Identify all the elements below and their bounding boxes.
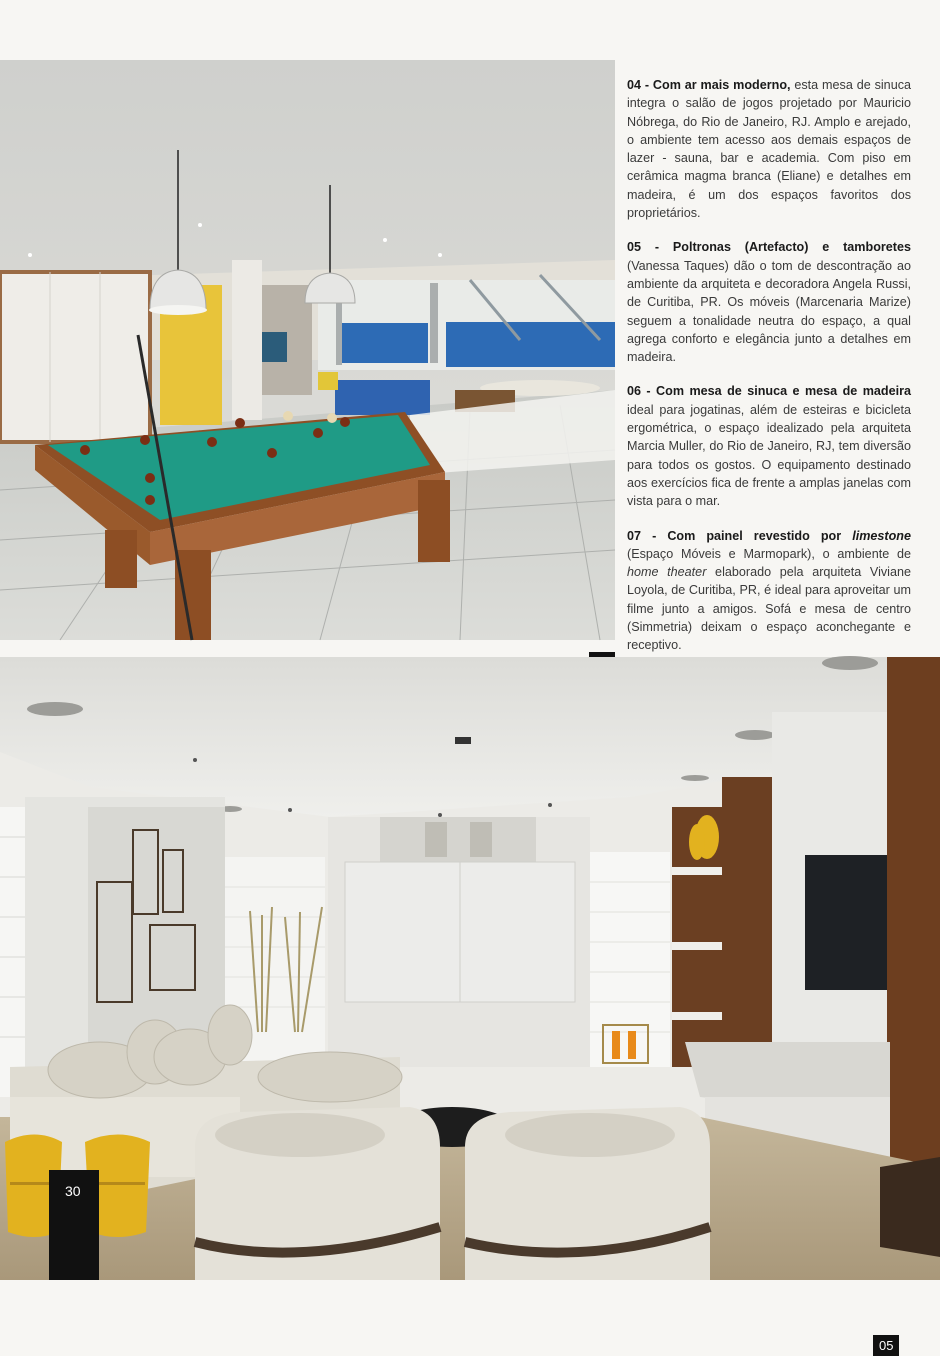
photo-game-room xyxy=(0,60,615,640)
caption-05-text: (Vanessa Taques) dão o tom de descontração ao ambiente da arquiteta e decoradora Angela Russi, de Curitiba, PR. Os móveis (Marcenaria Marize) seguem a tonalidade neutra do espaço, a qual agrega conforto e elegância junto a detalhes em madeira. xyxy=(627,258,911,365)
photo-label-05: 05 xyxy=(873,1335,899,1356)
caption-07 xyxy=(627,527,911,655)
caption-05-lead: 05 - Poltronas (Artefacto) e tamboretes xyxy=(627,240,911,255)
caption-07-lead: 07 - Com painel revestido por xyxy=(627,528,853,543)
caption-06-text: ideal para jogatinas, além de esteiras e bicicleta ergométrica, o espaço idealizado pela arquiteta Marcia Muller, do Rio de Janeiro, RJ, tem diversão para todos os gostos. O equipamento destinado aos exercícios fica de frente a amplas janelas com vista para o mar. xyxy=(627,402,911,509)
home-theater-illustration xyxy=(0,657,940,1280)
caption-07-lead-italic: limestone xyxy=(852,528,911,543)
caption-06 xyxy=(627,382,911,510)
caption-07-text-b: elaborado pela arquiteta Viviane Loyola, de Curitiba, PR, é ideal para aproveitar um filme junto a amigos. Sofá e mesa de centro (Simmetria) deixam o espaço aconchegante e receptivo. xyxy=(627,565,911,653)
game-room-illustration xyxy=(0,60,615,640)
caption-06-lead: 06 - Com mesa de sinuca e mesa de madeira xyxy=(627,384,911,399)
page-number: 30 xyxy=(49,1170,99,1280)
caption-07-text-a: (Espaço Móveis e Marmopark), o ambiente de xyxy=(627,546,911,561)
caption-05 xyxy=(627,238,911,366)
caption-column xyxy=(627,76,911,671)
caption-04 xyxy=(627,76,911,222)
caption-04-text: esta mesa de sinuca integra o salão de jogos projetado por Mauricio Nóbrega, do Rio de Janeiro, RJ. Amplo e arejado, o ambiente tem acesso aos demais espaços de lazer - sauna, bar e academia. Com piso em cerâmica magma branca (Eliane) e detalhes em madeira, é um dos espaços favoritos dos proprietários. xyxy=(627,78,911,221)
caption-04-lead: 04 - Com ar mais moderno, xyxy=(627,78,791,92)
photo-home-theater xyxy=(0,657,940,1353)
caption-07-italic: home theater xyxy=(627,565,707,580)
